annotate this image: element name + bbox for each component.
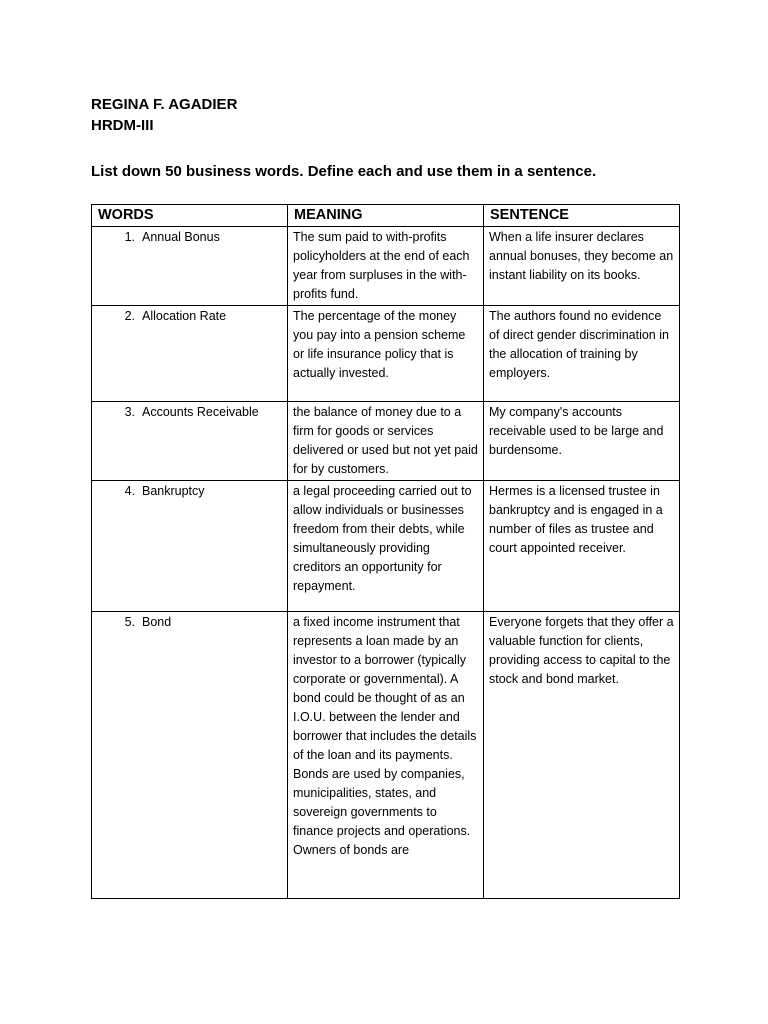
word-term: Bond bbox=[142, 615, 172, 629]
word-cell bbox=[92, 481, 288, 612]
meaning-cell: The sum paid to with-profits policyholders at the end of each year from surpluses in the with-profits fund. bbox=[288, 227, 484, 306]
sentence-cell: Everyone forgets that they offer a valuable function for clients, providing access to capital to the stock and bond market. bbox=[484, 612, 680, 899]
word-cell bbox=[92, 306, 288, 402]
business-words-table bbox=[91, 204, 680, 899]
column-header-meaning: MEANING bbox=[288, 205, 484, 227]
meaning-cell: a legal proceeding carried out to allow individuals or businesses freedom from their debts, while simultaneously providing creditors an opportunity for repayment. bbox=[288, 481, 484, 612]
row-number: 3. bbox=[124, 405, 135, 419]
row-number: 1. bbox=[124, 230, 135, 244]
word-term: Annual Bonus bbox=[142, 230, 220, 244]
row-number: 2. bbox=[124, 309, 135, 323]
word-term: Bankruptcy bbox=[142, 484, 205, 498]
word-cell bbox=[92, 402, 288, 481]
instruction-text: List down 50 business words. Define each and use them in a sentence. bbox=[91, 163, 597, 180]
column-header-sentence: SENTENCE bbox=[484, 205, 680, 227]
sentence-cell: When a life insurer declares annual bonuses, they become an instant liability on its books. bbox=[484, 227, 680, 306]
table-header-row bbox=[92, 205, 680, 227]
course-code: HRDM-III bbox=[91, 117, 154, 134]
meaning-cell: a fixed income instrument that represents a loan made by an investor to a borrower (typically corporate or governmental). A bond could be thought of as an I.O.U. between the lender and borrower that includes the details of the loan and its payments. Bonds are used by companies, municipalities, states, and sovereign governments to finance projects and operations. Owners of bonds are bbox=[288, 612, 484, 899]
author-name: REGINA F. AGADIER bbox=[91, 96, 238, 113]
table-row bbox=[92, 306, 680, 402]
row-number: 4. bbox=[124, 484, 135, 498]
table-row bbox=[92, 402, 680, 481]
table-row bbox=[92, 612, 680, 899]
word-term: Accounts Receivable bbox=[142, 405, 259, 419]
sentence-cell: The authors found no evidence of direct gender discrimination in the allocation of training by employers. bbox=[484, 306, 680, 402]
word-term: Allocation Rate bbox=[142, 309, 227, 323]
meaning-cell: the balance of money due to a firm for goods or services delivered or used but not yet paid for by customers. bbox=[288, 402, 484, 481]
column-header-words: WORDS bbox=[92, 205, 288, 227]
row-number: 5. bbox=[124, 615, 135, 629]
sentence-cell: Hermes is a licensed trustee in bankruptcy and is engaged in a number of files as trustee and court appointed receiver. bbox=[484, 481, 680, 612]
table-row bbox=[92, 481, 680, 612]
document-header bbox=[91, 94, 237, 136]
word-cell bbox=[92, 227, 288, 306]
table-row bbox=[92, 227, 680, 306]
sentence-cell: My company's accounts receivable used to be large and burdensome. bbox=[484, 402, 680, 481]
word-cell bbox=[92, 612, 288, 899]
meaning-cell: The percentage of the money you pay into a pension scheme or life insurance policy that is actually invested. bbox=[288, 306, 484, 402]
